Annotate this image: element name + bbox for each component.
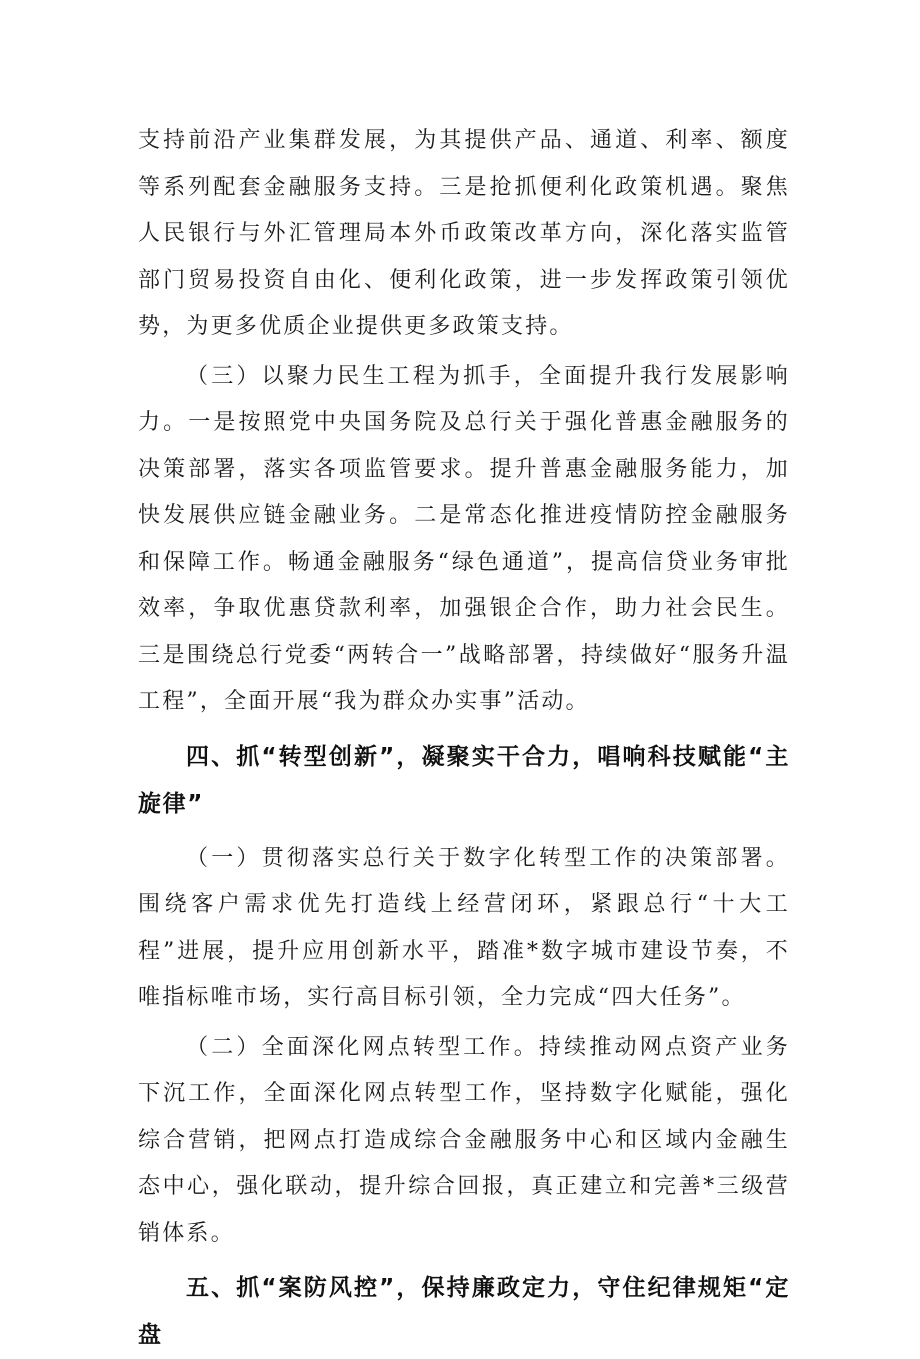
- heading-section-5: 五、抓“案防风控”，保持廉政定力，守住纪律规矩“定盘: [138, 1275, 790, 1348]
- paragraph-gap: [138, 726, 790, 734]
- paragraph-section-4-1: （一）贯彻落实总行关于数字化转型工作的决策部署。围绕客户需求优先打造线上经营闭环，紧跟总行“十大工程”进展，提升应用创新水平，踏准*数字城市建设节奏，不唯指标唯市场，实行高目标引领，全力完成“四大任务”。: [138, 845, 790, 1010]
- heading-section-4: 四、抓“转型创新”，凝聚实干合力，唱响科技赋能“主旋律”: [138, 743, 790, 817]
- paragraph-continuation: 支持前沿产业集群发展，为其提供产品、通道、利率、额度等系列配套金融服务支持。三是抢抓便利化政策机遇。聚焦人民银行与外汇管理局本外币政策改革方向，深化落实监管部门贸易投资自由化、便利化政策，进一步发挥政策引领优势，为更多优质企业提供更多政策支持。: [138, 128, 790, 339]
- document-body: [138, 118, 790, 1359]
- paragraph-gap: [138, 828, 790, 836]
- paragraph-section-4-2: （二）全面深化网点转型工作。持续推动网点资产业务下沉工作，全面深化网点转型工作，坚持数字化赋能，强化综合营销，把网点打造成综合金融服务中心和区域内金融生态中心，强化联动，提升综合回报，真正建立和完善*三级营销体系。: [138, 1034, 790, 1246]
- paragraph-section-3: （三）以聚力民生工程为抓手，全面提升我行发展影响力。一是按照党中央国务院及总行关于强化普惠金融服务的决策部署，落实各项监管要求。提升普惠金融服务能力，加快发展供应链金融业务。二是常态化推进疫情防控金融服务和保障工作。畅通金融服务“绿色通道”，提高信贷业务审批效率，争取优惠贷款利率，加强银企合作，助力社会民生。三是围绕总行党委“两转合一”战略部署，持续做好“服务升温工程”，全面开展“我为群众办实事”活动。: [138, 363, 790, 714]
- paragraph-gap: [138, 1257, 790, 1265]
